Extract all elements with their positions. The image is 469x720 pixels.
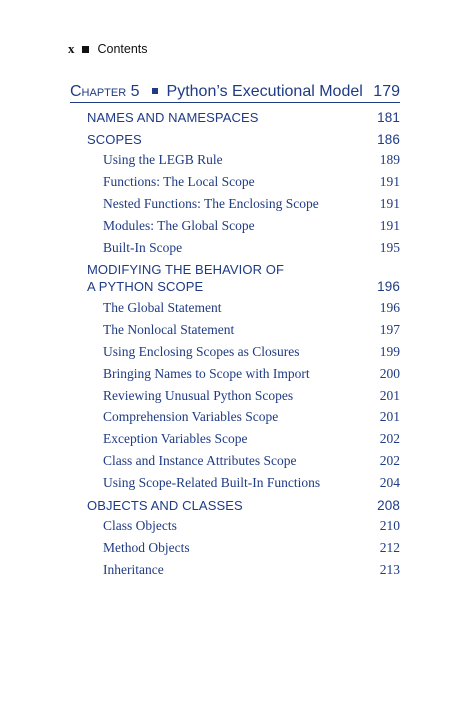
- toc-entry-page: 191: [379, 195, 400, 211]
- toc-entry-title: Class Objects: [103, 518, 177, 534]
- toc-entry-page: 191: [379, 217, 400, 233]
- toc-entry-enclosing-scope[interactable]: [70, 190, 400, 212]
- chapter-page-number: 179: [373, 83, 400, 100]
- toc-entry-modifying-scope[interactable]: [70, 261, 400, 295]
- toc-entry-page: 202: [379, 431, 400, 447]
- toc-entry-page: 201: [379, 409, 400, 425]
- toc-entry-title: Using Enclosing Scopes as Closures: [103, 343, 300, 359]
- toc-entry-title: Built-In Scope: [103, 239, 183, 255]
- toc-entry-closures[interactable]: [70, 338, 400, 360]
- toc-entry-page: 210: [379, 518, 400, 534]
- toc-entry-page: 195: [379, 239, 400, 255]
- toc-entry-page: 191: [379, 174, 400, 190]
- toc-entry-global-scope[interactable]: [70, 212, 400, 234]
- toc-entry-title: Exception Variables Scope: [103, 431, 248, 447]
- toc-entry-names-and-namespaces[interactable]: [70, 103, 400, 125]
- toc-entry-global-statement[interactable]: [70, 295, 400, 317]
- toc-entry-page: 208: [377, 497, 400, 513]
- toc-entry-title: Method Objects: [103, 540, 190, 556]
- toc-entry-page: 199: [379, 343, 400, 359]
- toc-entry-title: Class and Instance Attributes Scope: [103, 452, 297, 468]
- toc-entry-title: Modules: The Global Scope: [103, 217, 255, 233]
- square-bullet-icon: [82, 46, 89, 53]
- running-header-title: Contents: [97, 42, 148, 56]
- toc-entry-title: Functions: The Local Scope: [103, 174, 255, 190]
- toc-entry-title-line1: MODIFYING THE BEHAVIOR OF: [87, 261, 285, 277]
- toc-entry-title: Using the LEGB Rule: [103, 152, 223, 168]
- toc-entry-inheritance[interactable]: [70, 556, 400, 578]
- toc-entry-title: The Global Statement: [103, 300, 222, 316]
- toc-entry-page: 197: [379, 322, 400, 338]
- toc-entry-title: Using Scope-Related Built-In Functions: [103, 474, 321, 490]
- toc-entry-local-scope[interactable]: [70, 168, 400, 190]
- toc-entry-title: OBJECTS AND CLASSES: [87, 497, 243, 513]
- toc-entry-scope-functions[interactable]: [70, 469, 400, 491]
- toc-entry-class-attributes-scope[interactable]: [70, 447, 400, 469]
- chapter-label: Chapter 5: [70, 83, 140, 100]
- toc-entry-nonlocal-statement[interactable]: [70, 316, 400, 338]
- toc-entry-title: NAMES AND NAMESPACES: [87, 109, 259, 125]
- toc-entry-unusual-scopes[interactable]: [70, 382, 400, 404]
- toc-entry-title: Inheritance: [103, 561, 164, 577]
- page-number: x: [68, 41, 75, 56]
- toc-entry-method-objects[interactable]: [70, 534, 400, 556]
- running-header: [68, 41, 148, 57]
- toc-entry-title: SCOPES: [87, 131, 142, 147]
- toc-entry-page: 201: [379, 387, 400, 403]
- square-bullet-icon: [152, 88, 158, 94]
- toc-entry-objects-and-classes[interactable]: [70, 491, 400, 513]
- chapter-title: Python’s Executional Model: [166, 83, 363, 100]
- toc-entry-page: 196: [379, 300, 400, 316]
- toc-entry-page: 213: [379, 561, 400, 577]
- toc-entry-title: Reviewing Unusual Python Scopes: [103, 387, 294, 403]
- toc-entry-page: 189: [379, 152, 400, 168]
- toc-entry-title-line2: A PYTHON SCOPE: [87, 278, 204, 294]
- toc-entry-scopes[interactable]: [70, 125, 400, 147]
- toc-entry-page: 204: [379, 474, 400, 490]
- toc-entry-page: 186: [377, 131, 400, 147]
- toc-entry-title: Nested Functions: The Enclosing Scope: [103, 195, 319, 211]
- toc-entry-exception-scope[interactable]: [70, 425, 400, 447]
- table-of-contents: [70, 80, 400, 578]
- toc-entry-page: 181: [377, 109, 400, 125]
- chapter-heading[interactable]: [70, 80, 400, 103]
- toc-entry-page: 196: [377, 278, 400, 294]
- toc-entry-import[interactable]: [70, 360, 400, 382]
- toc-entry-title: The Nonlocal Statement: [103, 322, 235, 338]
- toc-entry-title: Bringing Names to Scope with Import: [103, 365, 310, 381]
- toc-entry-comprehension-scope[interactable]: [70, 404, 400, 426]
- toc-entry-legb-rule[interactable]: [70, 147, 400, 169]
- toc-entry-title: Comprehension Variables Scope: [103, 409, 279, 425]
- toc-entry-page: 202: [379, 452, 400, 468]
- toc-entry-page: 212: [379, 540, 400, 556]
- toc-entry-class-objects[interactable]: [70, 513, 400, 535]
- toc-entry-page: 200: [379, 365, 400, 381]
- toc-entry-built-in-scope[interactable]: [70, 234, 400, 256]
